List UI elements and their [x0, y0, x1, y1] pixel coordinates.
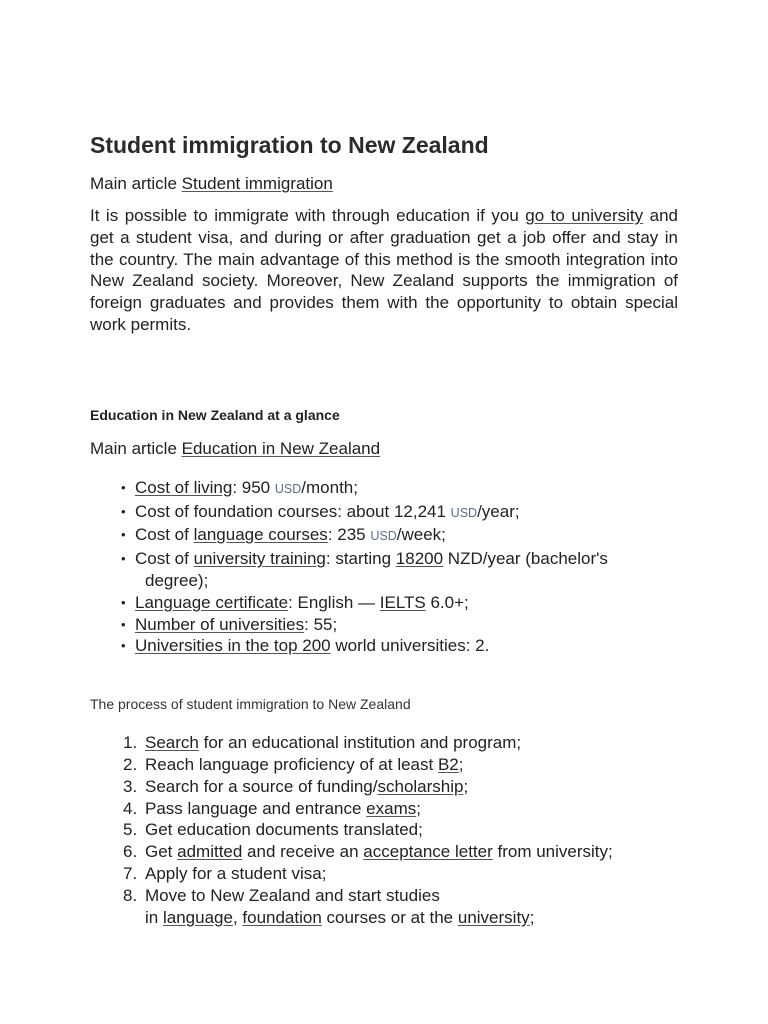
- step-text: for an educational institution and program;: [198, 733, 522, 753]
- step-text: courses or at the: [321, 907, 458, 927]
- main-article-prefix: Main article: [90, 438, 182, 458]
- step-number: 2.: [123, 754, 138, 774]
- fact-text: 6.0+;: [425, 592, 469, 612]
- exams-link[interactable]: exams: [366, 798, 417, 818]
- admitted-link[interactable]: admitted: [177, 842, 243, 862]
- step-text: in: [145, 907, 163, 927]
- main-article-note-2: [90, 438, 678, 460]
- paragraph-text: It is possible to immigrate with through education if you: [90, 206, 526, 225]
- paragraph-text-continued: and get a student visa, and during or after graduation get a job offer and stay in the country. The main advantage of this method is the smooth integration into New Zealand society. Moreover, New Zealand supports the immigration of foreign graduates and provides them with the opportunity to obtain special work permits.: [90, 206, 678, 334]
- education-in-nz-link[interactable]: Education in New Zealand: [181, 438, 381, 458]
- fact-text: Cost of: [135, 549, 194, 569]
- search-link[interactable]: Search: [145, 733, 199, 753]
- tuition-amount-link[interactable]: 18200: [395, 549, 444, 569]
- go-to-university-link[interactable]: go to university: [525, 206, 644, 225]
- student-immigration-link[interactable]: Student immigration: [181, 174, 333, 193]
- list-item: [123, 885, 678, 929]
- fact-text: : 55;: [304, 614, 338, 634]
- step-number: 3.: [123, 776, 138, 796]
- bullet-icon: •: [121, 527, 126, 543]
- fact-text: : 235: [327, 525, 371, 545]
- article: [90, 130, 678, 928]
- glance-heading: Education in New Zealand at a glance: [90, 406, 340, 423]
- fact-text: : English —: [288, 592, 380, 612]
- facts-list: [90, 477, 678, 657]
- fact-text: world universities: 2.: [330, 636, 490, 656]
- step-text-line2: [145, 907, 678, 929]
- step-text: Apply for a student visa;: [145, 863, 327, 883]
- step-text: Move to New Zealand and start studies: [145, 885, 440, 905]
- step-number: 8.: [123, 885, 138, 905]
- list-item: [123, 776, 678, 798]
- list-item: [123, 754, 678, 776]
- step-text: ;: [416, 798, 421, 818]
- fact-text: NZD/year (bachelor's: [443, 549, 608, 569]
- bullet-icon: •: [121, 551, 126, 567]
- fact-text: /week;: [396, 525, 446, 545]
- list-item: [123, 732, 678, 754]
- step-number: 4.: [123, 798, 138, 818]
- fact-text: : 950: [232, 477, 275, 497]
- currency-unit: USD: [274, 481, 302, 496]
- fact-text: /month;: [301, 477, 358, 497]
- bullet-icon: •: [121, 479, 126, 495]
- list-item: [121, 501, 678, 525]
- step-text: ,: [232, 907, 243, 927]
- acceptance-letter-link[interactable]: acceptance letter: [363, 842, 493, 862]
- step-text: ;: [529, 907, 535, 927]
- list-item: [121, 477, 678, 501]
- fact-text: /year;: [477, 501, 520, 521]
- list-item: [123, 798, 678, 820]
- step-text: ;: [463, 776, 469, 796]
- step-text: ;: [458, 754, 464, 774]
- step-text: Search for a source of funding/: [145, 776, 378, 796]
- step-text: Pass language and entrance: [145, 798, 367, 818]
- number-of-universities-link[interactable]: Number of universities: [135, 614, 305, 634]
- language-certificate-link[interactable]: Language certificate: [135, 592, 289, 612]
- step-text: Reach language proficiency of at least: [145, 754, 438, 774]
- list-item: [123, 841, 678, 863]
- list-item: [121, 592, 678, 614]
- main-article-prefix: Main article: [90, 174, 182, 193]
- list-item: [121, 524, 678, 548]
- process-heading: The process of student immigration to New Zealand: [90, 696, 411, 713]
- list-item: [121, 548, 678, 592]
- step-text: and receive an: [242, 842, 364, 862]
- fact-text: Cost of foundation courses: about 12,241: [135, 501, 451, 521]
- language-courses-link[interactable]: language courses: [193, 525, 328, 545]
- steps-list: [90, 732, 678, 928]
- list-item: [123, 863, 678, 885]
- step-number: 1.: [123, 733, 138, 753]
- foundation-link[interactable]: foundation: [242, 907, 322, 927]
- bullet-icon: •: [121, 503, 126, 519]
- step-text: Get: [145, 842, 178, 862]
- page-title: Student immigration to New Zealand: [90, 132, 489, 158]
- intro-paragraph: [90, 205, 678, 336]
- list-item: [121, 635, 678, 657]
- bullet-icon: •: [121, 638, 126, 654]
- ielts-link[interactable]: IELTS: [379, 592, 426, 612]
- step-number: 6.: [123, 842, 138, 862]
- fact-text: : starting: [325, 549, 396, 569]
- list-item: [123, 819, 678, 841]
- step-text: Get education documents translated;: [145, 820, 423, 840]
- step-number: 5.: [123, 820, 138, 840]
- top-200-universities-link[interactable]: Universities in the top 200: [135, 636, 331, 656]
- fact-text-line2: degree);: [145, 570, 209, 590]
- list-item: [121, 614, 678, 636]
- bullet-icon: •: [121, 616, 126, 632]
- fact-text: Cost of: [135, 525, 194, 545]
- scholarship-link[interactable]: scholarship: [377, 776, 464, 796]
- currency-unit: USD: [450, 505, 478, 520]
- step-text: from university;: [492, 842, 613, 862]
- step-number: 7.: [123, 863, 138, 883]
- cost-of-living-link[interactable]: Cost of living: [135, 477, 233, 497]
- university-training-link[interactable]: university training: [193, 549, 326, 569]
- language-link[interactable]: language: [162, 907, 233, 927]
- main-article-note: [90, 173, 678, 195]
- b2-link[interactable]: B2: [437, 754, 459, 774]
- currency-unit: USD: [370, 529, 397, 544]
- bullet-icon: •: [121, 594, 126, 610]
- university-link[interactable]: university: [457, 907, 530, 927]
